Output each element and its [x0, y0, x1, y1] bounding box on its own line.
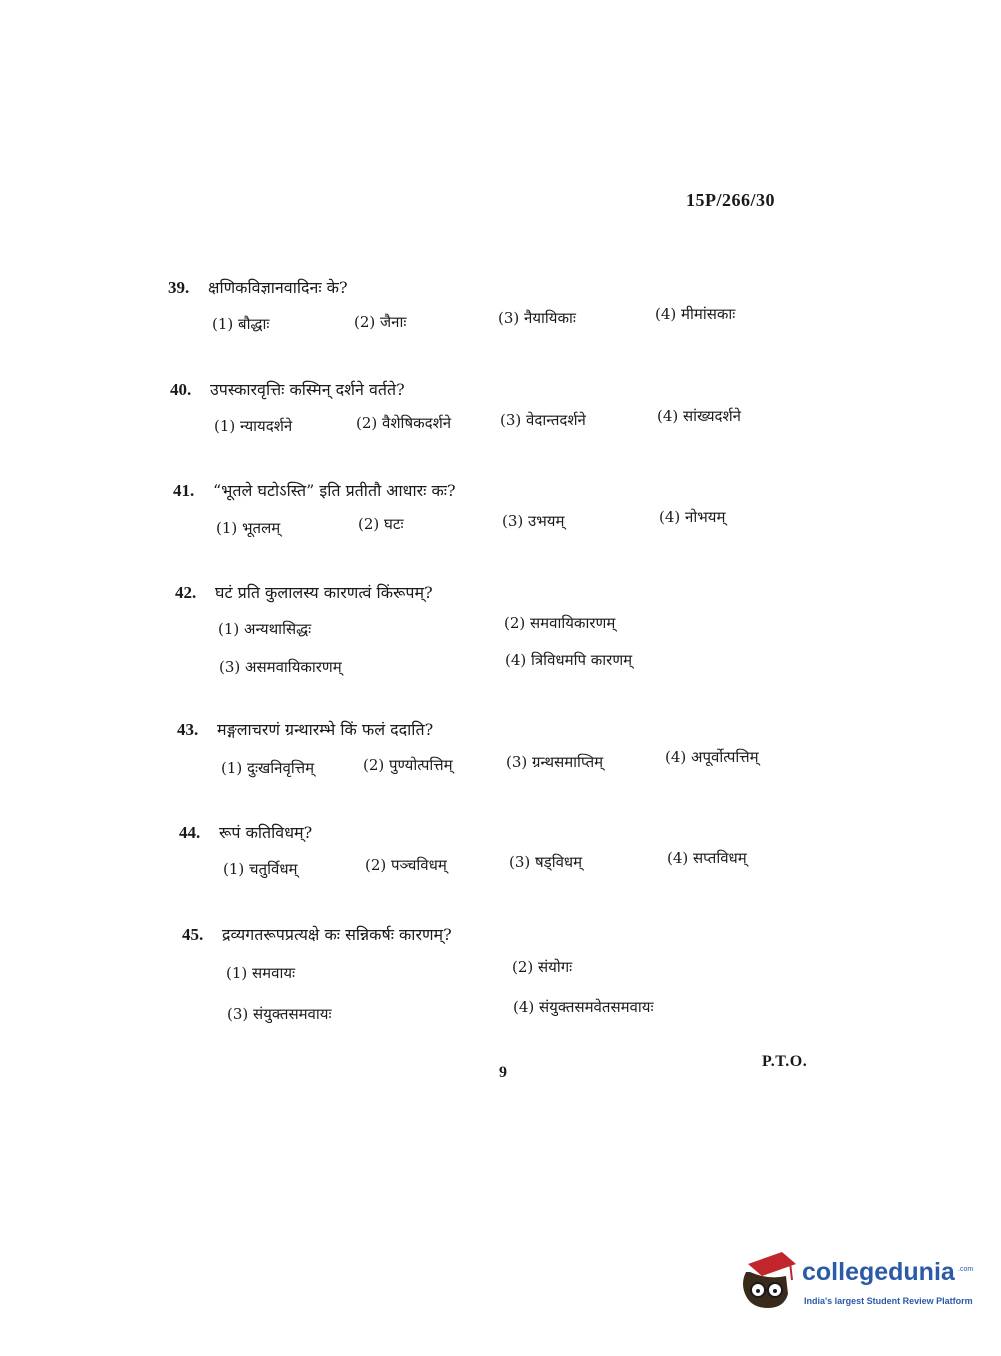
question-text	[175, 581, 433, 603]
option-1: (1) दुःखनिवृत्तिम्	[221, 759, 315, 777]
option-2: (2) जैनाः	[354, 313, 407, 331]
option-1: (1) बौद्धाः	[212, 315, 270, 333]
option-3: (3) संयुक्तसमवायः	[227, 1005, 332, 1023]
question-text	[182, 923, 452, 945]
option-4: (4) संयुक्तसमवेतसमवायः	[513, 998, 654, 1016]
option-3: (3) वेदान्तदर्शने	[500, 411, 586, 429]
question-number: 41.	[173, 481, 195, 500]
question-body: घटं प्रति कुलालस्य कारणत्वं किंरूपम्?	[215, 583, 433, 602]
question-body: द्रव्यगतरूपप्रत्यक्षे कः सन्निकर्षः कारणम्?	[222, 925, 452, 944]
paper-code: 15P/266/30	[686, 190, 775, 210]
pto-label: P.T.O.	[762, 1053, 808, 1070]
question-text	[170, 378, 405, 400]
brand-name: collegedunia	[802, 1258, 955, 1286]
option-1: (1) अन्यथासिद्धः	[218, 620, 312, 638]
option-2: (2) समवायिकारणम्	[504, 614, 616, 632]
question-number: 45.	[182, 925, 204, 944]
option-3: (3) षड्विधम्	[509, 853, 583, 871]
page-number: 9	[499, 1064, 507, 1081]
option-3: (3) ग्रन्थसमाप्तिम्	[506, 753, 604, 771]
brand-suffix: .com	[958, 1266, 974, 1273]
collegedunia-watermark	[738, 1250, 978, 1320]
question-text	[173, 479, 456, 501]
option-3: (3) नैयायिकाः	[498, 309, 576, 327]
question-body: “भूतले घटोऽस्ति” इति प्रतीतौ आधारः कः?	[213, 481, 456, 500]
option-4: (4) त्रिविधमपि कारणम्	[505, 651, 633, 669]
option-1: (1) समवायः	[226, 964, 296, 982]
question-number: 43.	[177, 720, 199, 739]
option-2: (2) पञ्चविधम्	[365, 856, 447, 874]
option-2: (2) वैशेषिकदर्शने	[356, 414, 452, 432]
option-4: (4) मीमांसकाः	[655, 305, 736, 323]
option-3: (3) उभयम्	[502, 512, 565, 530]
option-2: (2) पुण्योत्पत्तिम्	[363, 756, 453, 774]
question-number: 39.	[168, 278, 190, 297]
question-text	[177, 718, 433, 740]
question-number: 40.	[170, 380, 192, 399]
option-4: (4) सप्तविधम्	[667, 849, 747, 867]
question-number: 42.	[175, 583, 197, 602]
question-body: रूपं कतिविधम्?	[219, 823, 313, 842]
question-body: मङ्गलाचरणं ग्रन्थारम्भे किं फलं ददाति?	[217, 720, 434, 739]
option-4: (4) नोभयम्	[659, 508, 726, 526]
option-1: (1) न्यायदर्शने	[214, 417, 293, 435]
option-4: (4) सांख्यदर्शने	[657, 407, 742, 425]
question-text	[179, 821, 312, 843]
option-1: (1) चतुर्विधम्	[223, 860, 298, 878]
option-1: (1) भूतलम्	[216, 519, 281, 537]
question-number: 44.	[179, 823, 201, 842]
question-text	[168, 276, 348, 298]
mascot-logo-icon	[738, 1250, 798, 1312]
option-2: (2) घटः	[358, 515, 404, 533]
question-body: उपस्कारवृत्तिः कस्मिन् दर्शने वर्तते?	[210, 380, 405, 399]
brand-tagline: India's largest Student Review Platform	[804, 1296, 973, 1306]
question-body: क्षणिकविज्ञानवादिनः के?	[208, 278, 348, 297]
option-2: (2) संयोगः	[512, 958, 573, 976]
option-4: (4) अपूर्वोत्पत्तिम्	[665, 748, 759, 766]
option-3: (3) असमवायिकारणम्	[219, 658, 342, 676]
